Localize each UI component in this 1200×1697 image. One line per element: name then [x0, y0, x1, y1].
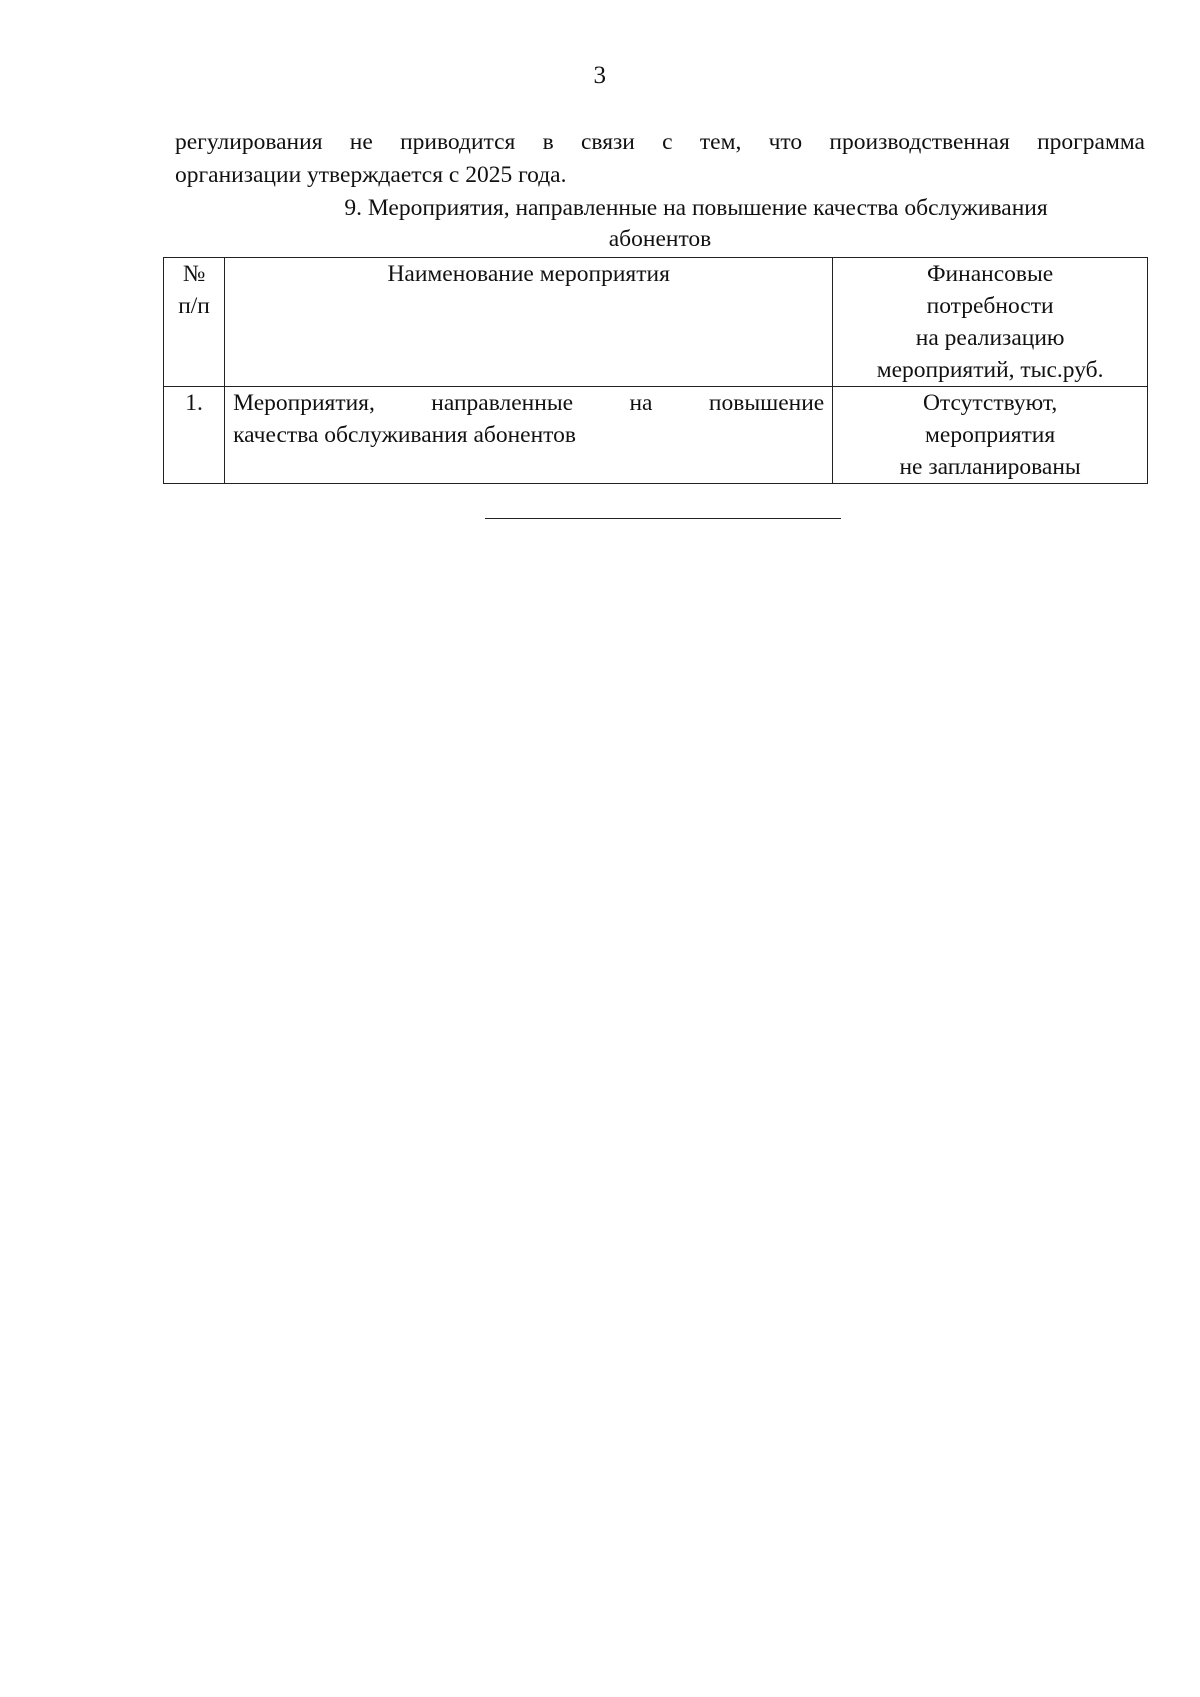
measures-table — [163, 257, 1148, 484]
table-row — [164, 387, 1148, 484]
header-num-line-1: № — [182, 261, 206, 287]
section-heading-line-2: абонентов — [608, 226, 712, 252]
header-num — [164, 258, 225, 387]
header-name: Наименование мероприятия — [225, 258, 833, 387]
page-number: 3 — [593, 62, 607, 89]
header-fin-line-2: потребности — [926, 293, 1054, 319]
row-fin-line-1: Отсутствуют, — [922, 390, 1058, 416]
header-fin-line-4: мероприятий, тыс.руб. — [876, 357, 1104, 383]
row-fin-line-3: не запланированы — [899, 454, 1081, 480]
header-fin-line-1: Финансовые — [926, 261, 1054, 287]
row-name-line-2: качества обслуживания абонентов — [233, 422, 576, 448]
row-name — [225, 387, 833, 484]
section-heading — [165, 193, 1155, 255]
row-num: 1. — [164, 387, 225, 484]
row-name-line-1: Мероприятия, направленные на повышение — [233, 390, 825, 416]
header-fin-line-3: на реализацию — [915, 325, 1065, 351]
row-financial — [833, 387, 1148, 484]
section-heading-line-1: 9. Мероприятия, направленные на повышение качества обслуживания — [344, 195, 1048, 221]
header-financial — [833, 258, 1148, 387]
header-num-line-2: п/п — [178, 293, 210, 319]
closing-divider — [485, 518, 841, 519]
row-fin-line-2: мероприятия — [925, 422, 1056, 448]
intro-paragraph — [175, 126, 1145, 192]
table-header-row — [164, 258, 1148, 387]
intro-line-2: организации утверждается с 2025 года. — [175, 162, 567, 188]
intro-line-1: регулирования не приводится в связи с тем, что производственная программа — [175, 129, 1145, 155]
